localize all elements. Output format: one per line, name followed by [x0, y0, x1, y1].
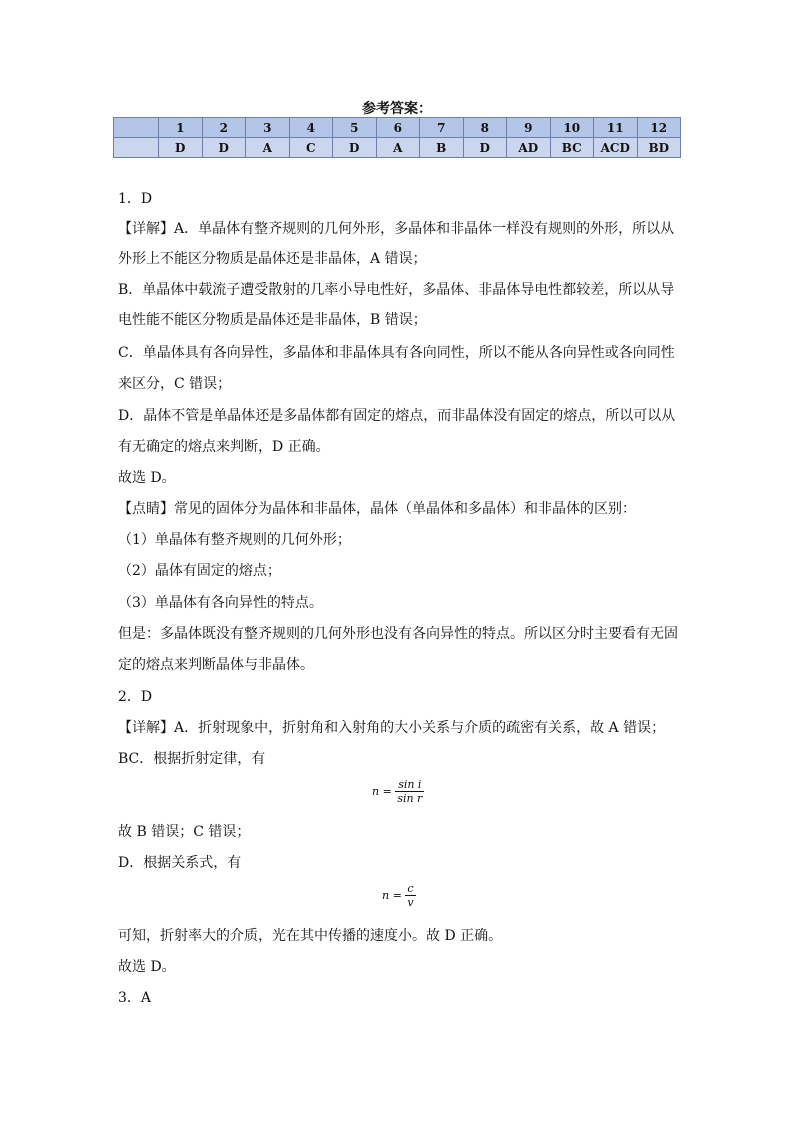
explanation-line: BC．根据折射定律，有 — [118, 751, 266, 767]
speed-formula — [382, 882, 416, 909]
question-number: 6 — [376, 118, 420, 138]
question-number: 4 — [289, 118, 333, 138]
note-line: 定的熔点来判断晶体与非晶体。 — [118, 657, 314, 673]
answer-cell: B — [420, 138, 464, 158]
explanation-line: 外形上不能区分物质是晶体还是非晶体，A 错误； — [118, 251, 427, 267]
explanation-line: 来区分，C 错误； — [118, 376, 232, 392]
formula-numerator: c — [405, 882, 415, 896]
table-row-answers — [114, 138, 681, 158]
question-number: 12 — [637, 118, 681, 138]
question-number: 5 — [333, 118, 377, 138]
question-number: 2 — [202, 118, 246, 138]
note-line: 【点睛】常见的固体分为晶体和非晶体，晶体（单晶体和多晶体）和非晶体的区别： — [118, 501, 636, 517]
question-number: 7 — [420, 118, 464, 138]
answer-cell: D — [333, 138, 377, 158]
answer-cell: A — [376, 138, 420, 158]
answer-cell: C — [289, 138, 333, 158]
explanation-line: 有无确定的熔点来判断，D 正确。 — [118, 439, 330, 455]
answer-cell: BC — [550, 138, 594, 158]
table-row-numbers — [114, 118, 681, 138]
formula-denominator: sin r — [397, 792, 423, 805]
question-number: 1 — [159, 118, 203, 138]
question-number: 3 — [246, 118, 290, 138]
question-number: 10 — [550, 118, 594, 138]
answer-cell: BD — [637, 138, 681, 158]
refraction-formula — [372, 778, 424, 805]
explanation-line: B．单晶体中载流子遭受散射的几率小导电性好，多晶体、非晶体导电性都较差，所以从导 — [118, 282, 675, 298]
note-item: （2）晶体有固定的熔点； — [118, 563, 281, 579]
table-corner-cell — [114, 138, 159, 158]
question-number: 8 — [463, 118, 507, 138]
formula-lhs: n = — [372, 785, 392, 798]
formula-denominator: v — [407, 896, 414, 909]
answer-key-title: 参考答案： — [362, 101, 432, 117]
explanation-line: D．晶体不管是单晶体还是多晶体都有固定的熔点，而非晶体没有固定的熔点，所以可以从 — [118, 408, 676, 424]
question-number: 11 — [594, 118, 638, 138]
explanation-line: 电性能不能区分物质是晶体还是非晶体，B 错误； — [118, 312, 427, 328]
answer-cell: ACD — [594, 138, 638, 158]
formula-numerator: sin i — [395, 778, 424, 792]
table-corner-cell — [114, 118, 159, 138]
answer-heading: 1．D — [118, 191, 153, 207]
answer-key-table — [113, 117, 681, 158]
answer-cell: D — [159, 138, 203, 158]
explanation-line: 【详解】A．折射现象中，折射角和入射角的大小关系与介质的疏密有关系，故 A 错误； — [118, 720, 666, 736]
answer-cell: A — [246, 138, 290, 158]
conclusion-line: 故选 D。 — [118, 959, 176, 975]
explanation-line: 【详解】A．单晶体有整齐规则的几何外形，多晶体和非晶体一样没有规则的外形，所以从 — [118, 221, 675, 237]
answer-cell: AD — [507, 138, 551, 158]
note-item: （1）单晶体有整齐规则的几何外形； — [118, 532, 351, 548]
formula-fraction — [405, 882, 415, 909]
note-item: （3）单晶体有各向异性的特点。 — [118, 595, 323, 611]
formula-fraction — [395, 778, 424, 805]
answer-cell: D — [463, 138, 507, 158]
formula-lhs: n = — [382, 889, 402, 902]
explanation-line: 故 B 错误；C 错误； — [118, 824, 251, 840]
explanation-line: C．单晶体具有各向异性，多晶体和非晶体具有各向同性，所以不能从各向异性或各向同性 — [118, 345, 675, 361]
conclusion-line: 故选 D。 — [118, 470, 176, 486]
note-line: 但是：多晶体既没有整齐规则的几何外形也没有各向异性的特点。所以区分时主要看有无固 — [118, 626, 678, 642]
question-number: 9 — [507, 118, 551, 138]
explanation-line: 可知，折射率大的介质，光在其中传播的速度小。故 D 正确。 — [118, 928, 503, 944]
answer-heading: 3．A — [118, 990, 152, 1006]
answer-cell: D — [202, 138, 246, 158]
explanation-line: D．根据关系式，有 — [118, 855, 242, 871]
answer-heading: 2．D — [118, 689, 153, 705]
